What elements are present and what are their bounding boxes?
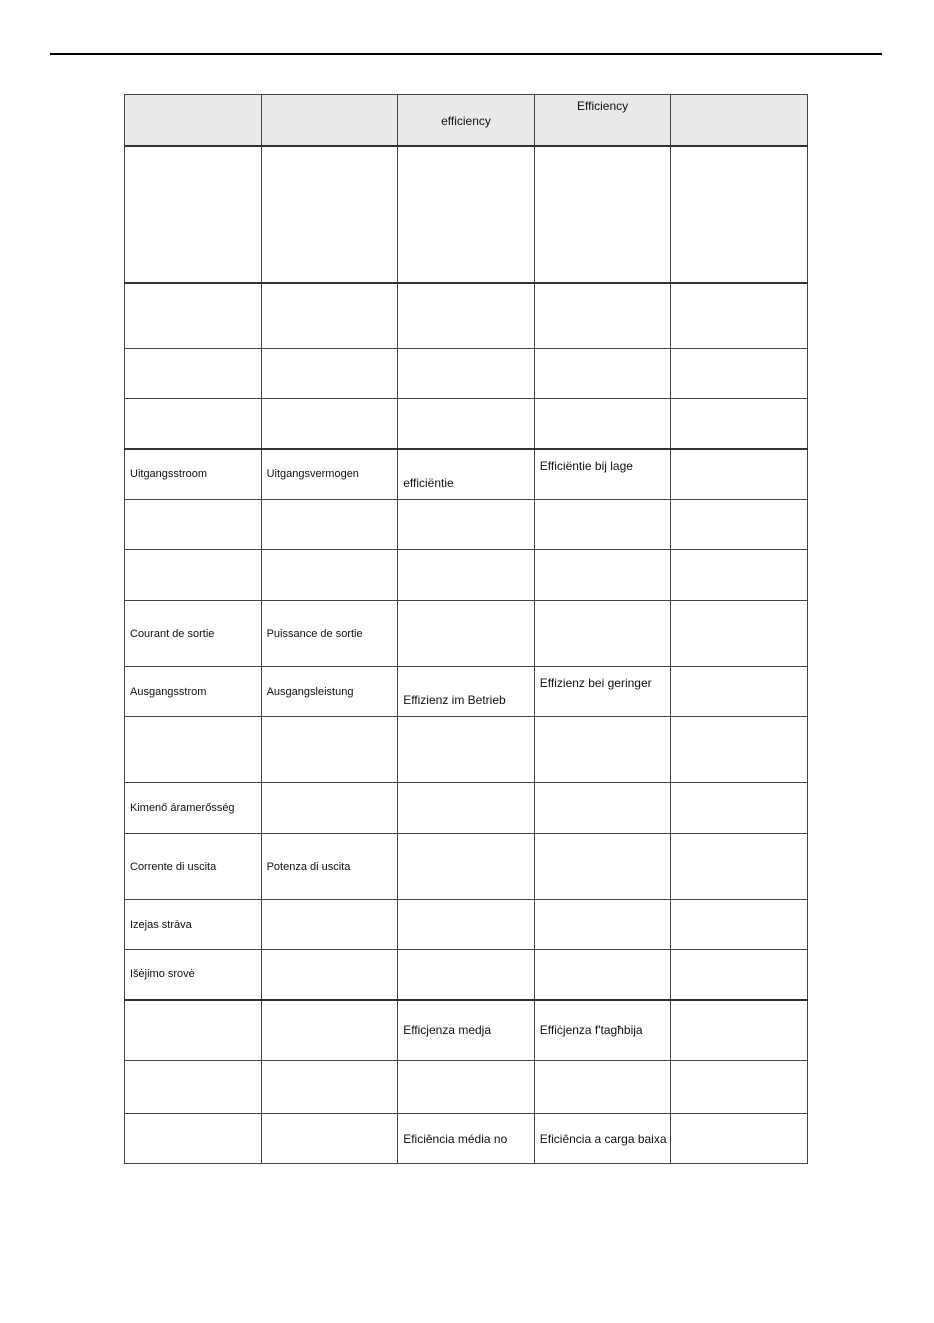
table-cell: [125, 550, 262, 601]
table-cell: [534, 950, 671, 1000]
table-cell: [671, 667, 808, 717]
table-cell: [398, 349, 535, 399]
table-row: [125, 283, 808, 349]
table-cell: [534, 500, 671, 550]
table-cell: [671, 550, 808, 601]
table-cell: [671, 449, 808, 500]
table-cell: [261, 950, 398, 1000]
header-cell: [261, 95, 398, 146]
table-cell: [671, 783, 808, 834]
table-row: [125, 500, 808, 550]
table-cell: [125, 349, 262, 399]
output-power-label: Ausgangsleistung: [261, 667, 398, 717]
header-cell: [671, 95, 808, 146]
power-supply-spec-table: [124, 94, 808, 1164]
table-cell: [125, 399, 262, 449]
table-cell: [398, 550, 535, 601]
table-cell: [261, 717, 398, 783]
table-cell: [398, 834, 535, 900]
table-cell: [398, 283, 535, 349]
output-power-label: Potenza di uscita: [261, 834, 398, 900]
low-load-efficiency-label: Effizienz bei geringer: [534, 667, 671, 717]
table-cell: [671, 349, 808, 399]
table-cell: [261, 399, 398, 449]
low-load-efficiency-label: Effiċjenza f'tagħbija: [534, 1000, 671, 1061]
output-current-label: Ausgangsstrom: [125, 667, 262, 717]
table-cell: [125, 1114, 262, 1164]
table-cell: [398, 601, 535, 667]
low-load-efficiency-label: Efficiëntie bij lage: [534, 449, 671, 500]
table-row-italian: [125, 834, 808, 900]
table-row-lithuanian: [125, 950, 808, 1000]
table-cell: [398, 950, 535, 1000]
table-cell: [261, 900, 398, 950]
average-efficiency-label: Efficjenza medja: [398, 1000, 535, 1061]
table-cell: [671, 900, 808, 950]
table-cell: [534, 783, 671, 834]
table-cell: [671, 834, 808, 900]
average-efficiency-label: efficiëntie: [398, 449, 535, 500]
table-cell: [534, 834, 671, 900]
table-cell: [534, 717, 671, 783]
table-row-dutch: [125, 449, 808, 500]
table-cell: [398, 1061, 535, 1114]
header-cell-low-load-efficiency: Efficiency: [534, 95, 671, 146]
table-cell: [671, 950, 808, 1000]
table-cell: [534, 399, 671, 449]
table-cell: [671, 601, 808, 667]
table-cell: [261, 349, 398, 399]
table-cell: [671, 717, 808, 783]
low-load-efficiency-label: Eficiência a carga baixa: [534, 1114, 671, 1164]
table-row-portuguese: [125, 1114, 808, 1164]
table-cell: [671, 1000, 808, 1061]
table-row: [125, 399, 808, 449]
table-cell: [261, 500, 398, 550]
table-cell: [125, 717, 262, 783]
table-row: [125, 1061, 808, 1114]
table-cell: [398, 783, 535, 834]
output-current-label: Išėjimo srovė: [125, 950, 262, 1000]
table-cell: [534, 146, 671, 283]
table-cell: [125, 1000, 262, 1061]
table-row-maltese: [125, 1000, 808, 1061]
table-row: [125, 146, 808, 283]
header-cell: [125, 95, 262, 146]
table-cell: [261, 1000, 398, 1061]
table-cell: [671, 1061, 808, 1114]
average-efficiency-label: Effizienz im Betrieb: [398, 667, 535, 717]
table-cell: [534, 1061, 671, 1114]
output-power-label: Uitgangsvermogen: [261, 449, 398, 500]
table-row-latvian: [125, 900, 808, 950]
average-efficiency-label: Eficiência média no: [398, 1114, 535, 1164]
table-row-german: [125, 667, 808, 717]
table-cell: [125, 283, 262, 349]
table-cell: [534, 283, 671, 349]
table-row: [125, 717, 808, 783]
table-cell: [261, 550, 398, 601]
table-cell: [261, 1114, 398, 1164]
table-cell: [534, 601, 671, 667]
output-power-label: Puissance de sortie: [261, 601, 398, 667]
table-cell: [398, 500, 535, 550]
table-cell: [671, 399, 808, 449]
table-cell: [671, 283, 808, 349]
table-cell: [534, 550, 671, 601]
table-cell: [398, 717, 535, 783]
table-cell: [125, 1061, 262, 1114]
table-cell: [398, 146, 535, 283]
table-cell: [398, 900, 535, 950]
table-cell: [261, 1061, 398, 1114]
table-row-hungarian: [125, 783, 808, 834]
table-row-french: [125, 601, 808, 667]
table-row: [125, 550, 808, 601]
header-rule: [50, 53, 882, 55]
output-current-label: Uitgangsstroom: [125, 449, 262, 500]
header-cell-efficiency: efficiency: [398, 95, 535, 146]
table-cell: [125, 146, 262, 283]
table-cell: [125, 500, 262, 550]
table-cell: [671, 146, 808, 283]
output-current-label: Kimenő áramerősség: [125, 783, 262, 834]
table-cell: [261, 783, 398, 834]
output-current-label: Izejas strāva: [125, 900, 262, 950]
table-cell: [261, 283, 398, 349]
table-cell: [261, 146, 398, 283]
table-cell: [534, 900, 671, 950]
output-current-label: Courant de sortie: [125, 601, 262, 667]
table-cell: [671, 1114, 808, 1164]
table-cell: [671, 500, 808, 550]
table-cell: [534, 349, 671, 399]
table-header-row: [125, 95, 808, 146]
table-cell: [398, 399, 535, 449]
table-row: [125, 349, 808, 399]
output-current-label: Corrente di uscita: [125, 834, 262, 900]
